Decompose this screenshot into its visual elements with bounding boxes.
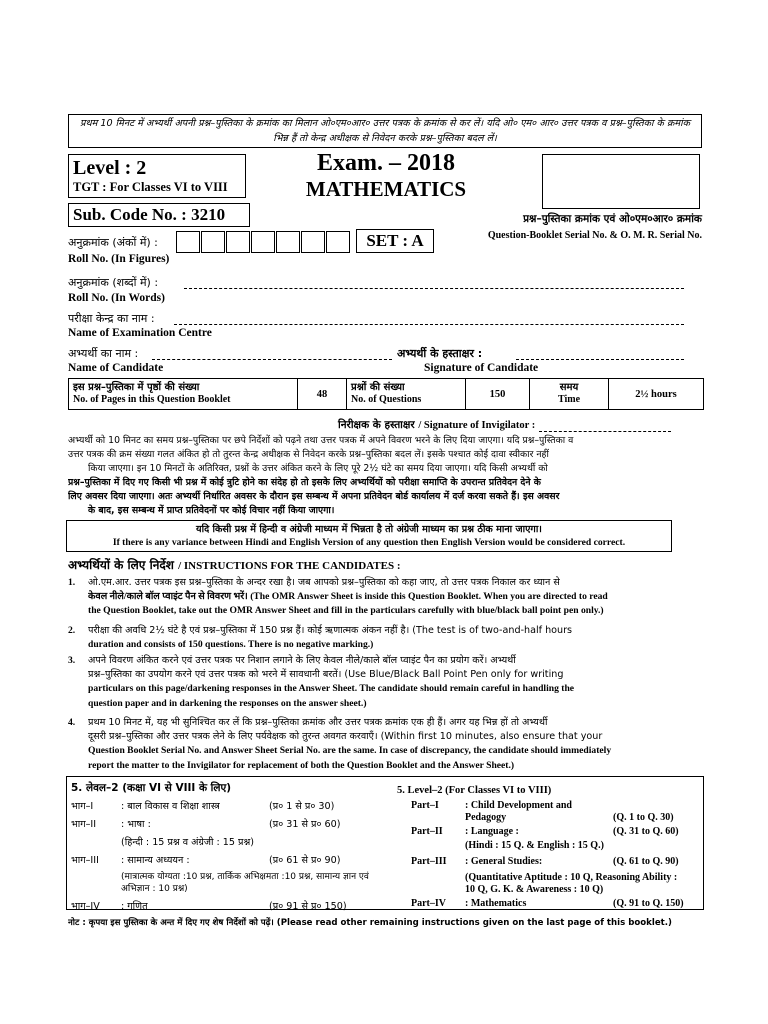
part-label: [397, 840, 465, 856]
level-section: [66, 776, 704, 910]
invigilator-line[interactable]: [539, 421, 671, 432]
instruction-item: [68, 654, 704, 716]
sub-code-box: Sub. Code No. : 3210: [68, 203, 250, 227]
part-range: (प्र० 61 से प्र० 90): [269, 855, 341, 866]
part-label: Part–IV: [411, 898, 446, 909]
instructions-list: [68, 576, 704, 776]
part-range: (Q. 31 to Q. 60): [613, 826, 679, 837]
level-hi-heading: 5. लेवल–2 (कक्षा VI से VIII के लिए): [71, 782, 232, 794]
roll-words-hi: अनुक्रमांक (शब्दों में) :: [68, 276, 159, 289]
hindi-para-line: किया जाएगा। इन 10 मिनटों के अतिरिक्त, प्रश्नों के उत्तर अंकित करने के लिए पूरे 2½ घंटे का समय दिया जाएगा। यदि किसी अभ्यर्थी को: [88, 463, 548, 474]
part-range: (प्र० 91 से प्र० 150): [269, 901, 347, 912]
centre-line[interactable]: [174, 314, 684, 325]
pages-value: 48: [298, 379, 347, 410]
instruction-line: प्रथम 10 मिनट में, यह भी सुनिश्चित कर लें कि प्रश्न–पुस्तिका क्रमांक और उत्तर पत्रक क्रमांक एक ही हैं। अगर यह भिन्न हों तो अभ्यर्थी: [88, 717, 548, 728]
level-hi-row: [71, 835, 387, 853]
invigilator-hi: निरीक्षक के हस्ताक्षर: [338, 419, 415, 431]
instruction-line: परीक्षा की अवधि 2½ घंटे है एवं प्रश्न–पुस्तिका में 150 प्रश्न हैं। कोई ऋणात्मक अंकन नहीं है। (The test is of two-and-half hours: [88, 625, 573, 636]
questions-hi: प्रश्नों की संख्या: [351, 382, 405, 393]
part-name: : सामान्य अध्ययन :: [121, 855, 190, 866]
part-label: भाग–II: [71, 819, 97, 830]
level-en-row: [397, 800, 697, 826]
part-range: (प्र० 1 से प्र० 30): [269, 801, 335, 812]
part-label: भाग–I: [71, 801, 94, 812]
part-label: [71, 835, 121, 853]
instruction-line: केवल नीले/काले बॉल प्वाइंट पैन से विवरण भरें। (The OMR Answer Sheet is inside this Question Booklet. When you are directed to read: [88, 591, 608, 603]
signature-line[interactable]: [516, 349, 684, 360]
roll-digit-box[interactable]: [226, 231, 250, 253]
roll-digit-box[interactable]: [176, 231, 200, 253]
level-title: Level : 2: [73, 157, 147, 179]
level-en-row: [397, 898, 697, 912]
part-name: : गणित: [121, 901, 148, 912]
instruction-number: 4.: [68, 717, 76, 728]
part-name: : भाषा :: [121, 819, 151, 830]
level-hi-row: [71, 799, 387, 817]
centre-en: Name of Examination Centre: [68, 327, 212, 339]
level-hi-row: [71, 853, 387, 871]
part-name: (हिन्दी : 15 प्रश्न व अंग्रेजी : 15 प्रश्न): [121, 837, 255, 848]
top-notice-text: प्रथम 10 मिनट में अभ्यर्थी अपनी प्रश्न–पुस्तिका के क्रमांक का मिलान ओ०एम०आर० उत्तर पत्रक के क्रमांक से कर लें। यदि ओ० एम० आर० उत्तर पत्रक व प्रश्न–पुस्तिका के क्रमांक भिन्न हैं तो केन्द्र अधीक्षक से निवेदन करके प्रश्न–पुस्तिका बदल लें।: [80, 118, 690, 144]
instruction-line: अपने विवरण अंकित करने एवं उत्तर पत्रक पर निशान लगाने के लिए केवल नीले/काले बॉल प्वाइंट पैन का प्रयोग करें। अभ्यर्थी: [88, 655, 516, 666]
variance-box: [66, 520, 672, 552]
instruction-line: Question Booklet Serial No. and Answer Sheet Serial No. are the same. In case of discrepancy, the candidate should immediately: [88, 745, 612, 757]
level-en-heading: 5. Level–2 (For Classes VI to VIII): [397, 785, 552, 796]
part-label: Part–III: [411, 856, 447, 867]
roll-digit-box[interactable]: [201, 231, 225, 253]
part-range: (Q. 1 to Q. 30): [613, 812, 674, 823]
questions-en: No. of Questions: [351, 394, 422, 405]
roll-words-en: Roll No. (In Words): [68, 292, 165, 304]
serial-label-hi: प्रश्न–पुस्तिका क्रमांक एवं ओ०एम०आर० क्रमांक: [523, 213, 702, 225]
part-name: (Hindi : 15 Q. & English : 15 Q.): [465, 840, 604, 851]
instruction-line: दूसरी प्रश्न–पुस्तिका और उत्तर पत्रक लेने के लिए पर्यवेक्षक को तुरन्त अवगत करवाएँ। (Within first 10 minutes, also ensure that your: [88, 731, 603, 743]
footer-note: नोट : कृपया इस पुस्तिका के अन्त में दिए गए शेष निर्देशों को पढ़ें। (Please read other remaining instructions given on the last page of this booklet.): [68, 918, 672, 928]
exam-title: Exam. – 2018: [317, 150, 455, 176]
instruction-line: question paper and in darkening the responses on the answer sheet.): [88, 697, 367, 709]
part-label: भाग–III: [71, 855, 99, 866]
instruction-item: [68, 576, 704, 624]
instruction-line: प्रश्न–पुस्तिका का उपयोग करने एवं उत्तर पत्रक को भरने में सावधानी बरतें। (Use Blue/Black Ball Point Pen only for writing: [88, 669, 564, 681]
level-hi-row: [71, 899, 387, 917]
part-name: (मात्रात्मक योग्यता :10 प्रश्न, तार्किक अभिक्षमता :10 प्रश्न, सामान्य ज्ञान एवं अभिज्ञान : 10 प्रश्न): [121, 872, 369, 894]
candidate-en: Name of Candidate: [68, 362, 164, 374]
roll-digit-box[interactable]: [326, 231, 350, 253]
level-en-row: [397, 826, 697, 840]
level-en-column: [397, 785, 697, 912]
part-name: (Quantitative Aptitude : 10 Q, Reasoning Ability : 10 Q, G. K. & Awareness : 10 Q): [465, 872, 678, 895]
instruction-line: ओ.एम.आर. उत्तर पत्रक इस प्रश्न–पुस्तिका के अन्दर रखा है। जब आपको प्रश्न–पुस्तिका को कहा जाए, तो उत्तर पत्रक निकाल कर ध्यान से: [88, 577, 560, 588]
top-notice: [68, 114, 702, 148]
hindi-para-line: अभ्यर्थी को 10 मिनट का समय प्रश्न–पुस्तिका पर छपे निर्देशों को पढ़ने तथा उत्तर पत्रक में अपने विवरण भरने के लिए दिया जाएगा। यदि प्रश्न–पुस्तिका व: [68, 435, 574, 446]
time-value: 2½ hours: [609, 379, 704, 410]
variance-en: If there is any variance between Hindi and English Version of any question then English Version would be considered correct.: [112, 537, 626, 548]
time-hi: समय: [559, 382, 579, 393]
part-name: : Language :: [465, 826, 519, 837]
roll-fig-hi: अनुक्रमांक (अंकों में) :: [68, 236, 158, 249]
exam-subject: MATHEMATICS: [305, 177, 467, 201]
instruction-item: [68, 624, 704, 654]
candidate-hi: अभ्यर्थी का नाम :: [68, 347, 139, 360]
instruction-number: 3.: [68, 655, 76, 666]
info-table: [68, 378, 704, 410]
serial-label-en: Question-Booklet Serial No. & O. M. R. Serial No.: [487, 230, 702, 241]
level-hi-row: [71, 817, 387, 835]
variance-hi: यदि किसी प्रश्न में हिन्दी व अंग्रेजी माध्यम में भिन्नता है तो अंग्रेजी माध्यम का प्रश्न ठीक माना जाएगा।: [196, 524, 542, 535]
part-range: (Q. 61 to Q. 90): [613, 856, 679, 867]
roll-digit-box[interactable]: [301, 231, 325, 253]
instruction-line: report the matter to the Invigilator for replacement of both the Question Booklet and the Answer Sheet.): [88, 759, 515, 771]
signature-hi: अभ्यर्थी के हस्ताक्षर :: [397, 347, 483, 360]
level-box: [68, 154, 246, 198]
instruction-line: duration and consists of 150 questions. There is no negative marking.): [88, 639, 374, 651]
part-label: Part–II: [411, 826, 443, 837]
roll-fig-en: Roll No. (In Figures): [68, 253, 170, 265]
part-label: Part–I: [411, 800, 439, 811]
serial-number-box[interactable]: [542, 154, 700, 209]
part-name: : बाल विकास व शिक्षा शास्त्र: [121, 801, 220, 812]
level-en-row: [397, 840, 697, 856]
part-name: : Mathematics: [465, 898, 527, 909]
part-name: : General Studies:: [465, 856, 543, 867]
instruction-number: 2.: [68, 625, 76, 636]
instruction-line: the Question Booklet, take out the OMR Answer Sheet and fill in the particulars carefully with blue/black ball point pen only.): [88, 605, 604, 617]
roll-fig-boxes: [176, 231, 350, 253]
invigilator-sign: [338, 418, 671, 432]
level-en-row: [397, 872, 697, 898]
hindi-para-line: लिए अवसर दिया जाएगा। अतः अभ्यर्थी निर्धारित अवसर के दौरान इस सम्बन्ध में अपना प्रतिवेदन बोर्ड कार्यालय में दर्ज करवा सकते हैं। इस अवसर: [68, 491, 560, 502]
hindi-paragraph: [68, 434, 704, 518]
part-label: [397, 872, 465, 898]
invigilator-en: / Signature of Invigilator :: [418, 420, 536, 431]
pages-hi: इस प्रश्न–पुस्तिका में पृष्ठों की संख्या: [73, 382, 200, 393]
candidate-line[interactable]: [152, 349, 392, 360]
level-hi-row: [71, 871, 387, 899]
hindi-para-line: के बाद, इस सम्बन्ध में प्राप्त प्रतिवेदनों पर कोई विचार नहीं किया जाएगा।: [88, 505, 335, 516]
signature-en: Signature of Candidate: [424, 362, 539, 374]
part-range: (प्र० 31 से प्र० 60): [269, 819, 341, 830]
instruction-line: particulars on this page/darkening responses in the Answer Sheet. The candidate should remain careful in handling the: [88, 683, 575, 695]
part-label: भाग–IV: [71, 901, 100, 912]
instructions-heading-hi: अभ्यर्थियों के लिए निर्देश: [68, 558, 174, 572]
roll-digit-box[interactable]: [276, 231, 300, 253]
time-en: Time: [557, 394, 581, 405]
set-box: SET : A: [356, 229, 434, 253]
questions-value: 150: [466, 379, 530, 410]
level-subtitle: TGT : For Classes VI to VIII: [73, 180, 228, 194]
instructions-heading: [68, 556, 400, 573]
instruction-item: [68, 716, 704, 776]
part-label: [71, 871, 121, 899]
roll-words-line[interactable]: [184, 278, 684, 289]
centre-hi: परीक्षा केन्द्र का नाम :: [68, 312, 155, 325]
instructions-heading-en: / INSTRUCTIONS FOR THE CANDIDATES :: [178, 560, 401, 572]
part-name: : Child Development and Pedagogy: [465, 800, 572, 823]
pages-en: No. of Pages in this Question Booklet: [73, 394, 231, 405]
level-en-row: [397, 856, 697, 872]
roll-digit-box[interactable]: [251, 231, 275, 253]
hindi-para-line: प्रश्न–पुस्तिका में दिए गए किसी भी प्रश्न में कोई त्रुटि होने का संदेह हो तो इसके लिए अभ्यर्थियों को परीक्षा समाप्ति के उपरान्त प्रतिवेदन देने के: [68, 477, 541, 488]
level-hi-column: [71, 781, 387, 917]
instruction-number: 1.: [68, 577, 76, 588]
hindi-para-line: उत्तर पत्रक की क्रम संख्या गलत अंकित हो तो तुरन्त केन्द्र अधीक्षक से निवेदन करके प्रश्न–पुस्तिका बदल लें। इसके पश्चात कोई दावा स्वीकार नहीं: [68, 449, 549, 460]
part-range: (Q. 91 to Q. 150): [613, 898, 684, 909]
